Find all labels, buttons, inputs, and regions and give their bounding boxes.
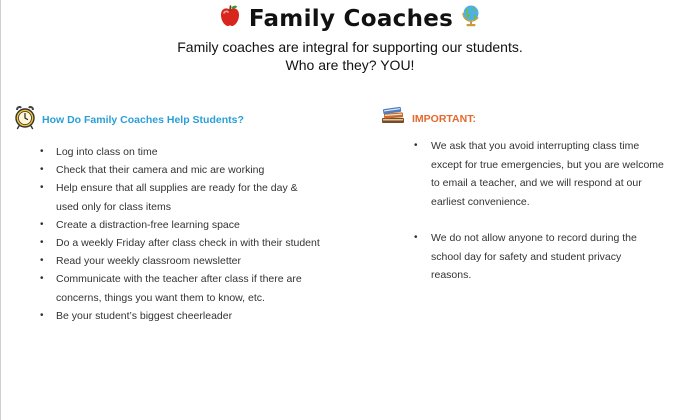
list-item: • Check that their camera and mic are working bbox=[40, 161, 320, 179]
list-item: • Do a weekly Friday after class check in with their student bbox=[40, 234, 320, 252]
right-bullet-list bbox=[414, 137, 664, 303]
alarm-clock-icon bbox=[14, 104, 36, 135]
right-heading-text: IMPORTANT: bbox=[412, 112, 476, 125]
left-section-heading bbox=[14, 104, 244, 135]
globe-icon bbox=[461, 4, 481, 33]
left-bullet-list bbox=[40, 143, 320, 325]
list-item: • Be your student’s biggest cheerleader bbox=[40, 307, 320, 325]
left-heading-text: How Do Family Coaches Help Students? bbox=[42, 113, 244, 126]
list-item: • Communicate with the teacher after class if there are concerns, things you want them to know, etc. bbox=[40, 270, 320, 306]
list-item: • Help ensure that all supplies are ready for the day & used only for class items bbox=[40, 179, 320, 215]
apple-icon bbox=[219, 4, 241, 33]
subtitle-line-1: Family coaches are integral for supporting our students. bbox=[177, 39, 523, 55]
title-row bbox=[0, 4, 700, 33]
list-item: • Log into class on time bbox=[40, 143, 320, 161]
list-item: • Create a distraction-free learning space bbox=[40, 216, 320, 234]
list-item: • We ask that you avoid interrupting class time except for true emergencies, but you are welcome to email a teacher, and we will respond at our earliest convenience. bbox=[414, 137, 664, 211]
page-title: Family Coaches bbox=[248, 5, 454, 32]
list-item: • Read your weekly classroom newsletter bbox=[40, 252, 320, 270]
right-section-heading bbox=[380, 106, 476, 131]
subtitle bbox=[0, 38, 700, 74]
subtitle-line-2: Who are they? YOU! bbox=[285, 57, 415, 73]
list-item: • We do not allow anyone to record during the school day for safety and student privacy reasons. bbox=[414, 229, 664, 285]
books-icon bbox=[380, 106, 406, 131]
